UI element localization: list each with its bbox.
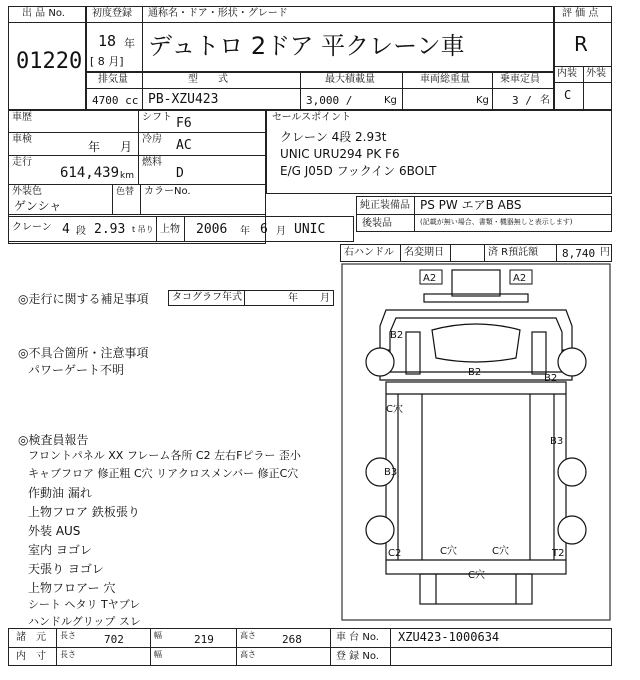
name-label: 通称名・ドア・形状・グレード <box>148 8 288 19</box>
load-unit: Kg <box>384 95 397 106</box>
after-equip-label: 後装品 <box>362 218 392 229</box>
handle-value: 右ハンドル <box>344 247 394 258</box>
inspector-line: 上物フロアー 穴 <box>28 581 116 595</box>
length-label: 長さ <box>60 650 76 659</box>
lot-label: 出 品 No. <box>22 8 65 19</box>
inspector-line: 作動油 漏れ <box>28 486 92 500</box>
equip-value: PS PW エアB ABS <box>420 198 522 212</box>
recycle-label: 済 R預託額 <box>488 247 539 258</box>
defect-line: パワーゲート不明 <box>28 363 125 377</box>
color-label: 外装色 <box>12 186 42 197</box>
color-value: ゲンシャ <box>14 199 62 213</box>
diagram-mark-label: C穴 <box>386 404 403 415</box>
sales-line: UNIC URU294 PK F6 <box>280 147 400 161</box>
fuel-label: 燃料 <box>142 157 162 168</box>
defect-label: ◎不具合箇所・注意事項 <box>18 346 149 360</box>
length-label: 長さ <box>60 631 76 640</box>
seats-value: 3 / <box>512 94 532 107</box>
tacho-label: タコグラフ年式 <box>172 292 242 303</box>
interior-dim-label: 内 寸 <box>16 651 46 662</box>
color-change-label: 色替 <box>116 187 135 197</box>
inspector-line: 天張り ヨゴレ <box>28 562 104 576</box>
chassis-label: 車 台 No. <box>336 632 379 643</box>
inspector-line: 室内 ヨゴレ <box>28 543 92 557</box>
diagram-mark-label: C2 <box>388 548 402 559</box>
seats-unit: 名 <box>540 95 550 106</box>
fuel-value: D <box>176 166 184 181</box>
ac-value: AC <box>176 138 192 153</box>
grade-label: 評 価 点 <box>562 8 599 19</box>
drive-notes-label: ◎走行に関する補足事項 <box>18 292 149 306</box>
model-value: PB-XZU423 <box>148 92 219 107</box>
crane-month-unit: 月 <box>276 226 286 237</box>
first-reg-label: 初度登録 <box>92 8 132 19</box>
crane-capacity: 2.93 <box>94 222 126 237</box>
mileage-value: 614,439 <box>60 165 120 181</box>
dim-label: 諸 元 <box>16 632 46 643</box>
equip-label: 純正装備品 <box>360 200 410 211</box>
inspector-line: 外装 AUS <box>28 524 81 538</box>
diagram-mark-label: B2 <box>544 373 558 384</box>
inspect-month: 月 <box>120 140 133 154</box>
inspector-label: ◎検査員報告 <box>18 433 89 447</box>
shift-value: F6 <box>176 116 192 131</box>
color-no-label: カラーNo. <box>144 186 191 197</box>
crane-capacity-unit: t 吊り <box>132 225 154 234</box>
seats-label: 乗車定員 <box>500 74 540 85</box>
load-value: 3,000 / <box>306 94 353 107</box>
crane-year-unit: 年 <box>240 226 250 237</box>
yen-unit: 円 <box>600 247 610 258</box>
truck-diagram <box>340 262 612 622</box>
lot-number: 01220 <box>16 49 83 74</box>
first-reg-month: [ 8 月] <box>90 55 124 68</box>
inspect-year: 年 <box>88 140 101 154</box>
sales-line: クレーン 4段 2.93t <box>280 130 387 144</box>
inspector-line: シート ヘタリ Tヤブレ <box>28 598 141 611</box>
diagram-mark-label: T2 <box>552 548 565 559</box>
after-equip-note: (記載が無い場合、書類・機器無しと表示します) <box>420 218 573 226</box>
diagram-mark-label: C穴 <box>440 546 457 557</box>
sales-line: E/G J05D フックイン 6BOLT <box>280 164 437 178</box>
sales-point-label: セールスポイント <box>272 112 352 123</box>
width-value: 219 <box>194 633 214 646</box>
crane-year: 2006 <box>196 222 228 237</box>
height-label: 高さ <box>240 631 256 640</box>
first-reg-year: 18 <box>98 32 117 50</box>
weight-unit: Kg <box>476 95 489 106</box>
tacho-month: 月 <box>320 293 330 304</box>
length-value: 702 <box>104 633 124 646</box>
height-value: 268 <box>282 633 302 646</box>
diagram-mark-label: A2 <box>513 273 527 284</box>
load-label: 最大積載量 <box>325 74 375 85</box>
interior-grade-label: 内装 <box>557 68 577 79</box>
interior-grade: C <box>564 88 572 102</box>
width-label: 幅 <box>154 650 162 659</box>
model-label: 型 式 <box>188 74 228 85</box>
car-name: デュトロ 2ドア 平クレーン車 <box>148 32 465 60</box>
tacho-year: 年 <box>288 293 298 304</box>
width-label: 幅 <box>154 631 162 640</box>
crane-stages-unit: 段 <box>76 226 86 237</box>
inspector-line: 上物フロア 鉄板張り <box>28 505 140 519</box>
grade-value: R <box>574 32 588 56</box>
crane-maker: UNIC <box>294 222 326 237</box>
crane-label: クレーン <box>12 222 52 233</box>
inspector-line: ハンドルグリップ スレ <box>28 615 141 628</box>
diagram-mark-label: B3 <box>384 467 398 478</box>
upper-label: 上物 <box>160 224 180 235</box>
diagram-mark-label: C穴 <box>492 546 509 557</box>
reg-no-label: 登 録 No. <box>336 651 379 662</box>
diagram-mark-label: B2 <box>468 367 482 378</box>
diagram-mark-label: A2 <box>423 273 437 284</box>
crane-stages: 4 <box>62 222 70 237</box>
exterior-grade-label: 外装 <box>586 68 606 79</box>
inspector-line: フロントパネル XX フレーム各所 C2 左右Fピラー 歪小 <box>28 449 301 462</box>
diagram-mark-label: B2 <box>390 330 404 341</box>
mileage-label: 走行 <box>12 157 32 168</box>
inspect-label: 車検 <box>12 134 32 145</box>
name-change-label: 名変期日 <box>404 247 444 258</box>
first-reg-year-unit: 年 <box>124 37 135 50</box>
disp-value: 4700 cc <box>92 94 139 107</box>
ac-label: 冷房 <box>142 134 162 145</box>
height-label: 高さ <box>240 650 256 659</box>
chassis-value: XZU423-1000634 <box>398 630 500 644</box>
history-label: 車歴 <box>12 112 32 123</box>
inspector-line: キャブフロア 修正粗 C穴 リアクロスメンバー 修正C穴 <box>28 467 299 480</box>
deposit-value: 8,740 <box>562 247 596 260</box>
crane-month: 6 <box>260 222 268 237</box>
weight-label: 車両総重量 <box>420 74 470 85</box>
diagram-mark-label: B3 <box>550 436 564 447</box>
shift-label: シフト <box>142 112 172 123</box>
disp-label: 排気量 <box>98 74 128 85</box>
diagram-mark-label: C穴 <box>468 570 485 581</box>
mileage-unit: km <box>120 171 134 181</box>
